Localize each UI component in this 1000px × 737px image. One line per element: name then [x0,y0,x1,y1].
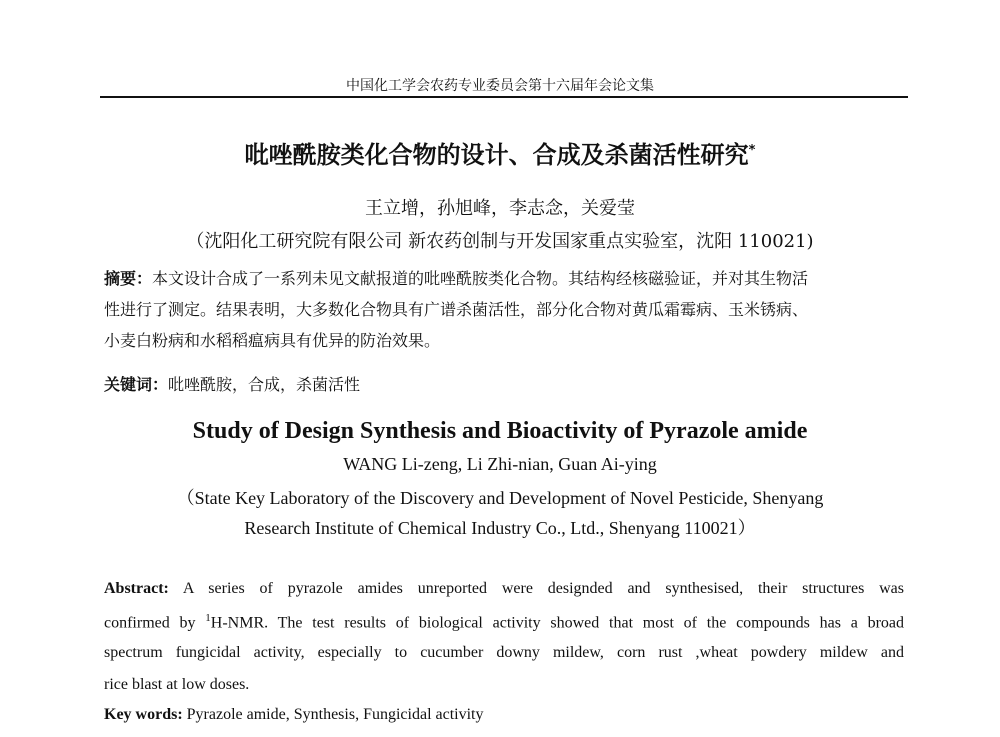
en-keywords-text: Pyrazole amide, Synthesis, Fungicidal activity [186,706,484,723]
header-rule [100,96,908,98]
en-title: Study of Design Synthesis and Bioactivity of Pyrazole amide [192,418,808,444]
en-abstract-label: Abstract: [104,580,169,597]
cn-keywords [104,372,360,395]
cn-keywords-label: 关键词： [104,375,169,394]
cn-title [0,135,1000,170]
en-keywords [104,706,484,724]
cn-keywords-text: 吡唑酰胺，合成，杀菌活性 [168,375,361,394]
cn-abstract-line: 性进行了测定。结果表明，大多数化合物具有广谱杀菌活性，部分化合物对黄瓜霜霉病、玉米锈病、 [104,300,809,319]
cn-title-footnote-mark: * [748,143,756,158]
en-keywords-label: Key words: [104,706,183,723]
en-abstract-text: confirmed by [104,614,206,632]
cn-authors: 王立增，孙旭峰，李志念，关爱莹 [365,198,635,219]
nmr-superscript: 1 [205,612,211,624]
cn-affiliation: （沈阳化工研究院有限公司 新农药创制与开发国家重点实验室，沈阳 110021) [186,231,814,252]
en-abstract-line [104,580,904,598]
cn-abstract-text: 本文设计合成了一系列未见文献报道的吡唑酰胺类化合物。其结构经核磁验证，并对其生物活 [152,269,809,288]
en-abstract-text: H-NMR. The test results of biological activity showed that most of the compounds has a broad [210,614,905,632]
en-abstract-text: A series of pyrazole amides unreported were designded and synthesised, their structures was [182,580,904,597]
cn-abstract-line [104,266,808,289]
running-header: 中国化工学会农药专业委员会第十六届年会论文集 [346,78,654,94]
cn-abstract-label: 摘要： [104,269,153,288]
en-abstract-line: rice blast at low doses. [104,676,250,693]
en-abstract-line [104,612,904,632]
en-affiliation-line: （State Key Laboratory of the Discovery and Development of Novel Pesticide, Shenyang [176,488,824,508]
en-affiliation-line: Research Institute of Chemical Industry Co., Ltd., Shenyang 110021） [244,518,756,538]
en-abstract-line: spectrum fungicidal activity, especially to cucumber downy mildew, corn rust ,wheat powdery mildew and [104,644,904,661]
cn-title-text: 吡唑酰胺类化合物的设计、合成及杀菌活性研究 [244,141,749,169]
en-authors: WANG Li-zeng, Li Zhi-nian, Guan Ai-ying [343,454,657,474]
cn-abstract-line: 小麦白粉病和水稻稻瘟病具有优异的防治效果。 [104,331,441,350]
